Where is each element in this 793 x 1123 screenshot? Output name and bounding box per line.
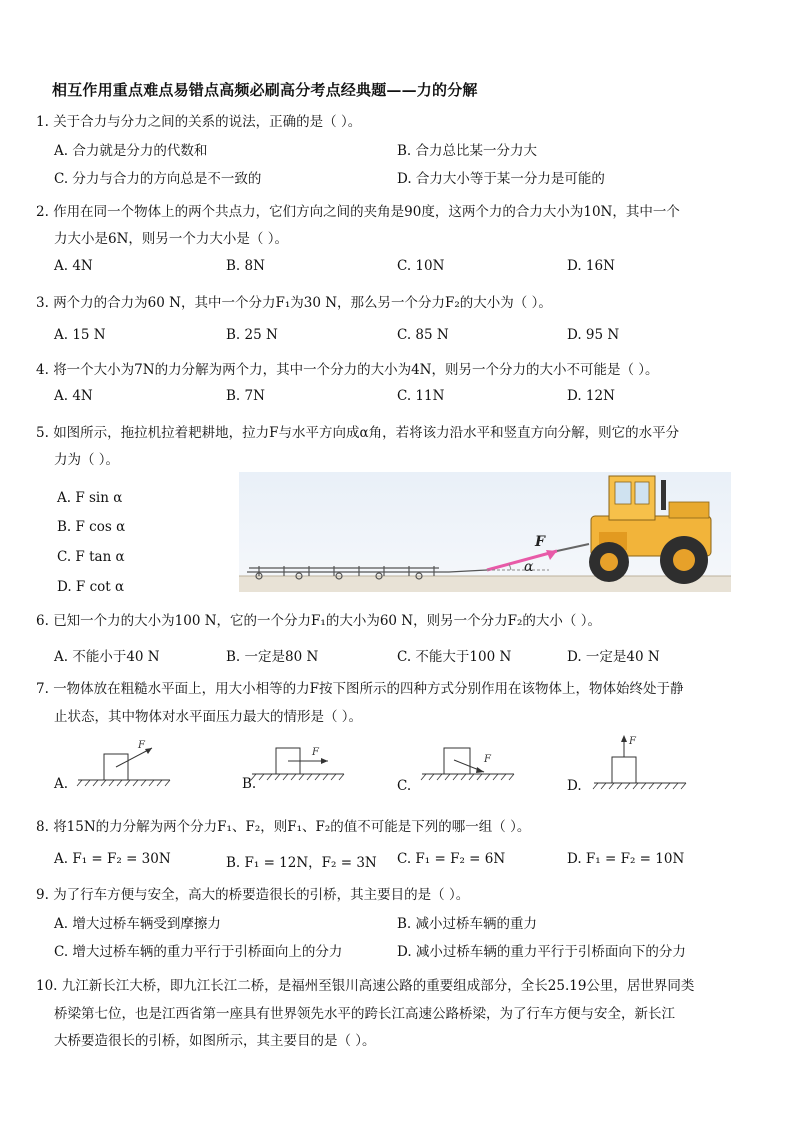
option-b: B. 一定是80 N — [226, 649, 319, 665]
question-4-stem — [36, 358, 659, 378]
angle-alpha-label: α — [524, 559, 534, 575]
question-text: 已知一个力的大小为100 N，它的一个分力F₁的大小为60 N，则另一个分力F₂的大小（ ）。 — [53, 613, 601, 629]
question-8-stem — [36, 815, 530, 835]
question-text-continued: 力大小是6N，则另一个力大小是（ ）。 — [54, 231, 288, 247]
option-d: D. 95 N — [567, 327, 620, 343]
option-d: D. — [567, 778, 582, 794]
question-text: 将一个大小为7N的力分解为两个力，其中一个分力的大小为4N，则另一个分力的大小不可能是（ ）。 — [53, 362, 659, 378]
ground — [239, 576, 731, 592]
option-b: B. 减小过桥车辆的重力 — [397, 916, 538, 932]
option-a: A. F sin α — [57, 490, 123, 506]
option-b: B. F cos α — [57, 519, 126, 535]
question-number: 9. — [36, 887, 49, 903]
question-number: 2. — [36, 204, 49, 220]
question-2-stem — [36, 200, 680, 220]
question-text: 为了行车方便与安全，高大的桥要造很长的引桥，其主要目的是（ ）。 — [53, 887, 470, 903]
option-d: D. 合力大小等于某一分力是可能的 — [397, 171, 605, 187]
question-text: 关于合力与分力之间的关系的说法，正确的是（ ）。 — [53, 114, 362, 130]
option-c: C. 增大过桥车辆的重力平行于引桥面向上的分力 — [54, 944, 343, 960]
force-diagram-c — [418, 738, 518, 788]
question-number: 5. — [36, 425, 49, 441]
force-diagram-d — [590, 733, 690, 791]
force-f-label: F — [535, 534, 545, 550]
option-c: C. 分力与合力的方向总是不一致的 — [54, 171, 262, 187]
option-d: D. F cot α — [57, 579, 125, 595]
option-d: D. 16N — [567, 258, 615, 274]
question-9-stem — [36, 883, 469, 903]
option-b: B. 25 N — [226, 327, 278, 343]
question-text-continued: 力为（ ）。 — [54, 452, 120, 468]
question-number: 1. — [36, 114, 49, 130]
question-text: 作用在同一个物体上的两个共点力，它们方向之间的夹角是90度，这两个力的合力大小为10N，其中一个 — [53, 204, 680, 220]
option-c: C. 10N — [397, 258, 445, 274]
option-d: D. 减小过桥车辆的重力平行于引桥面向下的分力 — [397, 944, 686, 960]
option-a: A. 15 N — [54, 327, 106, 343]
question-number: 4. — [36, 362, 49, 378]
option-d: D. 一定是40 N — [567, 649, 660, 665]
question-number: 10. — [36, 978, 58, 994]
tractor-harrow-figure — [239, 472, 731, 592]
option-a: A. F₁ = F₂ = 30N — [54, 851, 171, 867]
question-text: 两个力的合力为60 N，其中一个分力F₁为30 N，那么另一个分力F₂的大小为（ ）。 — [53, 295, 552, 311]
question-text: 将15N的力分解为两个分力F₁、F₂，则F₁、F₂的值不可能是下列的哪一组（ ）。 — [53, 819, 531, 835]
question-6-stem — [36, 609, 601, 629]
question-1-stem — [36, 110, 361, 130]
option-c: C. 85 N — [397, 327, 449, 343]
force-label: F — [484, 754, 491, 765]
option-c: C. F₁ = F₂ = 6N — [397, 851, 506, 867]
question-text: 九江新长江大桥，即九江长江二桥，是福州至银川高速公路的重要组成部分，全长25.19公里，居世界同类 — [61, 978, 695, 994]
question-number: 3. — [36, 295, 49, 311]
option-b: B. F₁ = 12N，F₂ = 3N — [226, 855, 377, 871]
force-label: F — [138, 740, 145, 751]
option-b: B. 7N — [226, 388, 265, 404]
question-number: 6. — [36, 613, 49, 629]
option-c: C. 11N — [397, 388, 445, 404]
force-label: F — [629, 736, 636, 747]
question-5-stem — [36, 421, 679, 441]
worksheet-title: 相互作用重点难点易错点高频必刷高分考点经典题——力的分解 — [52, 81, 478, 99]
option-a: A. — [54, 776, 69, 792]
option-c: C. 不能大于100 N — [397, 649, 512, 665]
option-d: D. 12N — [567, 388, 615, 404]
question-3-stem — [36, 291, 552, 311]
option-b: B. — [242, 776, 257, 792]
option-c: C. F tan α — [57, 549, 125, 565]
force-label: F — [312, 747, 319, 758]
option-a: A. 不能小于40 N — [54, 649, 160, 665]
force-diagram-b — [248, 738, 348, 788]
option-d: D. F₁ = F₂ = 10N — [567, 851, 685, 867]
question-text-continued: 桥梁第七位，也是江西省第一座具有世界领先水平的跨长江高速公路桥梁，为了行车方便与安全，新长江 — [54, 1006, 675, 1022]
question-text: 如图所示，拖拉机拉着耙耕地，拉力F与水平方向成α角，若将该力沿水平和竖直方向分解，则它的水平分 — [53, 425, 680, 441]
option-a: A. 4N — [54, 258, 93, 274]
option-b: B. 合力总比某一分力大 — [397, 143, 538, 159]
option-a: A. 合力就是分力的代数和 — [54, 143, 208, 159]
question-text: 一物体放在粗糙水平面上，用大小相等的力F按下图所示的四种方式分别作用在该物体上，物体始终处于静 — [53, 681, 684, 697]
question-number: 7. — [36, 681, 49, 697]
option-a: A. 4N — [54, 388, 93, 404]
question-10-stem — [36, 974, 694, 994]
option-a: A. 增大过桥车辆受到摩擦力 — [54, 916, 221, 932]
option-c: C. — [397, 778, 412, 794]
option-b: B. 8N — [226, 258, 265, 274]
force-diagram-a — [74, 738, 174, 788]
question-number: 8. — [36, 819, 49, 835]
question-7-stem — [36, 677, 684, 697]
question-text-continued: 止状态，其中物体对水平面压力最大的情形是（ ）。 — [54, 709, 363, 725]
question-text-continued: 大桥要造很长的引桥，如图所示，其主要目的是（ ）。 — [54, 1033, 376, 1049]
